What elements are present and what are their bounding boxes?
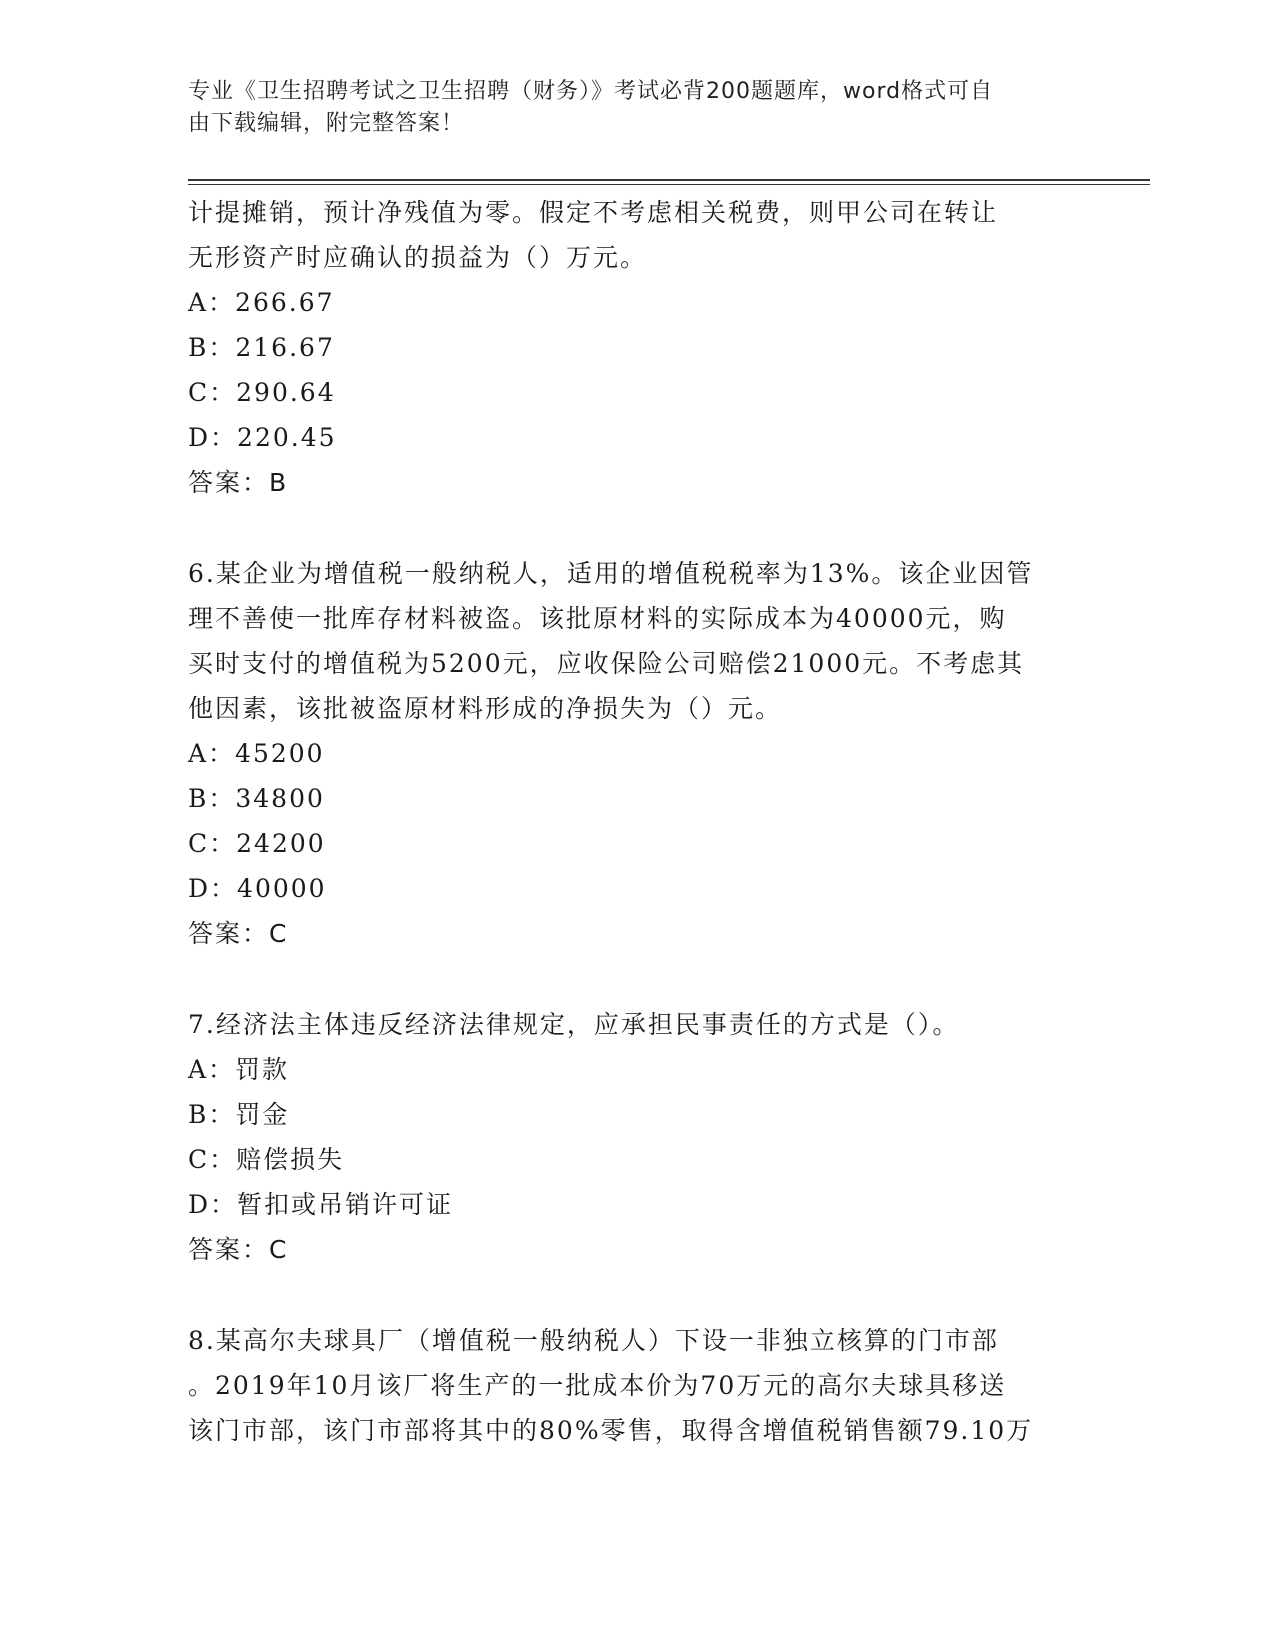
- question-7: [188, 1002, 1088, 1272]
- answer: 答案：B: [188, 468, 289, 497]
- option-a: A：266.67: [188, 288, 335, 317]
- option-b: B：216.67: [188, 333, 335, 362]
- question-text-line: 计提摊销，预计净残值为零。假定不考虑相关税费，则甲公司在转让: [188, 198, 999, 227]
- option-a: A：罚款: [188, 1055, 290, 1084]
- option-d: D：40000: [188, 874, 327, 903]
- question-text-line: 。2019年10月该厂将生产的一批成本价为70万元的高尔夫球具移送: [188, 1371, 1007, 1400]
- question-text-line: 理不善使一批库存材料被盗。该批原材料的实际成本为40000元，购: [188, 604, 1007, 633]
- header-line-1: 专业《卫生招聘考试之卫生招聘（财务）》考试必背200题题库，word格式可自: [188, 79, 994, 104]
- answer: 答案：C: [188, 1235, 289, 1264]
- option-b: B：罚金: [188, 1100, 290, 1129]
- question-text-line: 7.经济法主体违反经济法律规定，应承担民事责任的方式是（）。: [188, 1010, 960, 1039]
- document-header: [188, 76, 1068, 140]
- question-5: [188, 190, 1088, 505]
- option-a: A：45200: [188, 739, 325, 768]
- option-c: C：24200: [188, 829, 326, 858]
- header-divider-thin: [188, 184, 1150, 185]
- option-b: B：34800: [188, 784, 325, 813]
- question-6: [188, 551, 1088, 956]
- question-text-line: 8.某高尔夫球具厂（增值税一般纳税人）下设一非独立核算的门市部: [188, 1326, 999, 1355]
- header-line-2: 由下载编辑，附完整答案！: [188, 111, 465, 136]
- question-8: [188, 1318, 1088, 1453]
- question-text-line: 他因素，该批被盗原材料形成的净损失为（）元。: [188, 694, 783, 723]
- option-c: C：290.64: [188, 378, 336, 407]
- question-text-line: 该门市部，该门市部将其中的80%零售，取得含增值税销售额79.10万: [188, 1416, 1034, 1445]
- answer: 答案：C: [188, 919, 289, 948]
- option-c: C：赔偿损失: [188, 1145, 345, 1174]
- question-text-line: 无形资产时应确认的损益为（）万元。: [188, 243, 648, 272]
- question-text-line: 6.某企业为增值税一般纳税人，适用的增值税税率为13%。该企业因管: [188, 559, 1034, 588]
- header-divider-thick: [188, 179, 1150, 181]
- question-text-line: 买时支付的增值税为5200元，应收保险公司赔偿21000元。不考虑其: [188, 649, 1025, 678]
- document-body: [188, 190, 1088, 1453]
- option-d: D：暂扣或吊销许可证: [188, 1190, 454, 1219]
- option-d: D：220.45: [188, 423, 337, 452]
